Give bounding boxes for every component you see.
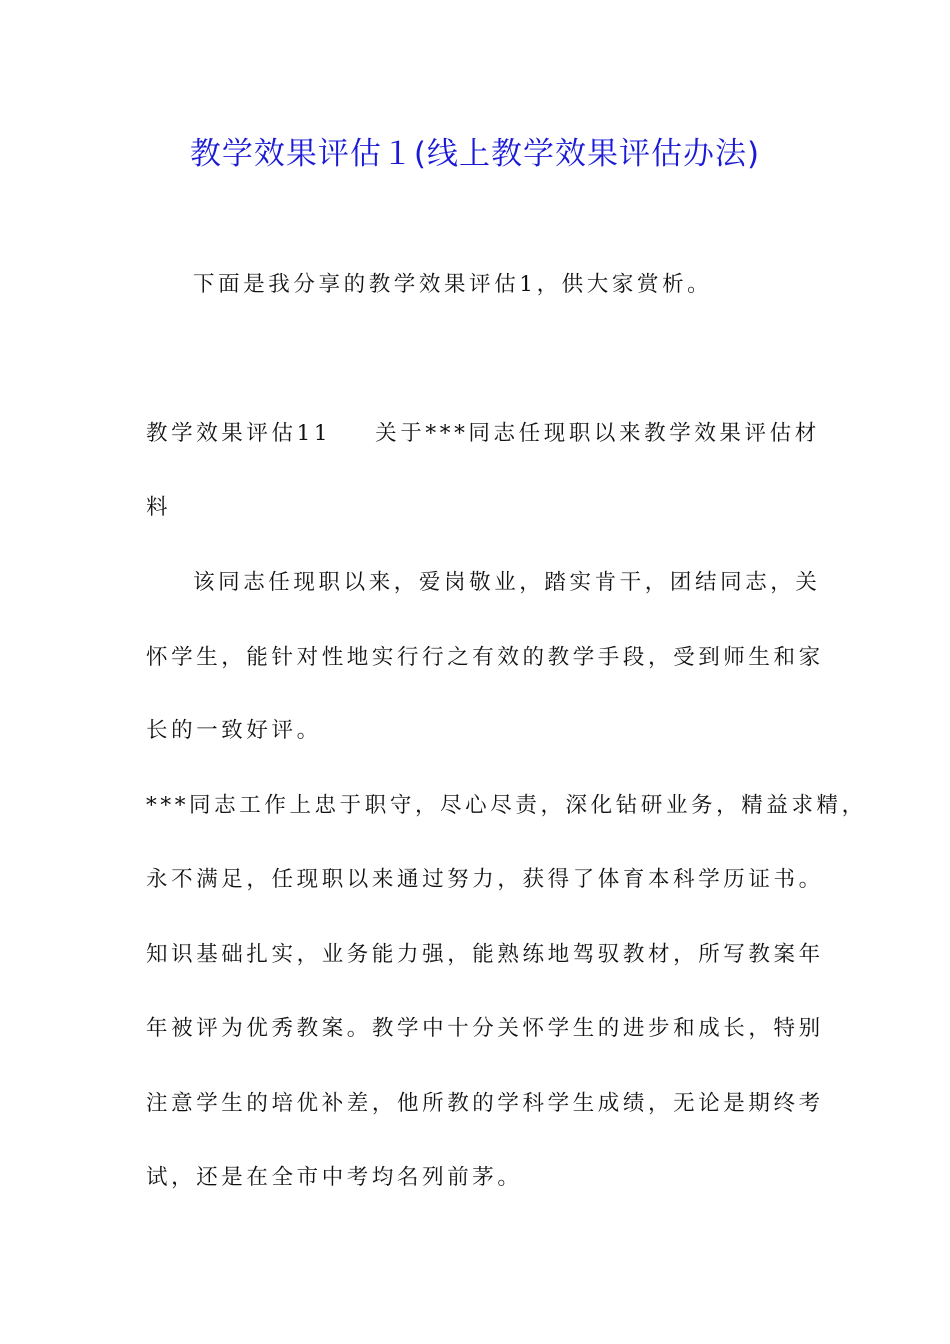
paragraph-2-line: 试，还是在全市中考均名列前茅。: [146, 1165, 523, 1190]
paragraph-1-line: 长的一致好评。: [146, 718, 322, 743]
paragraph-2-line: 知识基础扎实，业务能力强，能熟练地驾驭教材，所写教案年: [146, 942, 824, 967]
section-heading: [146, 414, 820, 454]
section-heading-right: 关于***同志任现职以来教学效果评估材: [375, 421, 820, 446]
intro-text: 下面是我分享的教学效果评估1，供大家赏析。: [193, 272, 713, 297]
paragraph-2-line: 年被评为优秀教案。教学中十分关怀学生的进步和成长，特别: [146, 1016, 824, 1041]
paragraph-1-line: 该同志任现职以来，爱岗敬业，踏实肯干，团结同志，关: [193, 570, 821, 595]
section-heading-continued: 料: [146, 495, 172, 520]
paragraph-2-line: 注意学生的培优补差，他所教的学科学生成绩，无论是期终考: [146, 1091, 824, 1116]
paragraph-1-line: 怀学生，能针对性地实行行之有效的教学手段，受到师生和家: [146, 645, 824, 670]
document-title: 教学效果评估１(线上教学效果评估办法): [189, 136, 761, 172]
paragraph-2-line: 永不满足，任现职以来通过努力，获得了体育本科学历证书。: [146, 867, 824, 892]
section-heading-left: 教学效果评估11: [146, 421, 332, 446]
paragraph-2-line: ***同志工作上忠于职守，尽心尽责，深化钻研业务，精益求精，: [146, 793, 867, 818]
